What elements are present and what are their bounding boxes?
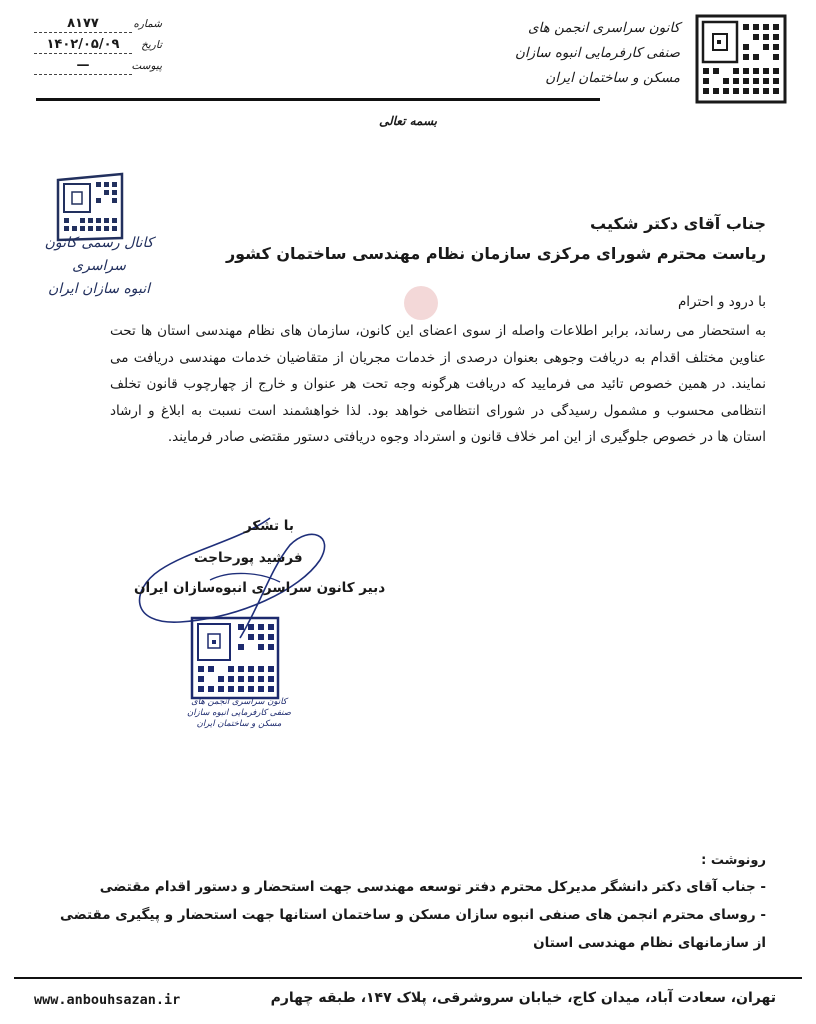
footer-address: تهران، سعادت آباد، میدان کاج، خیابان سروشرقی، پلاک ۱۴۷، طبقه چهارم	[270, 990, 776, 1006]
header-divider	[36, 98, 600, 101]
letter-number-row	[34, 14, 162, 35]
footer-divider	[14, 977, 802, 979]
letter-meta	[34, 14, 162, 77]
official-stamp-line: صنفی کارفرمایی انبوه سازان	[187, 708, 291, 718]
official-stamp-line: کانون سراسری انجمن های	[191, 697, 287, 707]
channel-caption-line: کانال رسمی کانون سراسری	[44, 235, 154, 274]
cc-item: از سازمانهای نظام مهندسی استان	[533, 935, 766, 951]
footer-website: www.anbouhsazan.ir	[34, 992, 181, 1008]
letter-attachment-row	[34, 56, 162, 77]
letter-attachment-value: —	[34, 57, 132, 75]
organization-name-line: کانون سراسری انجمن های	[527, 20, 680, 36]
addressee-title: ریاست محترم شورای مرکزی سازمان نظام مهندسی ساختمان کشور	[225, 244, 766, 263]
letter-number-label: شماره	[133, 18, 162, 30]
cc-item: - جناب آقای دکتر دانشگر مدیرکل محترم دفتر توسعه مهندسی جهت استحضار و دستور اقدام مقتضی	[99, 879, 766, 895]
letter-number-value: ۸۱۷۷	[34, 15, 132, 33]
official-stamp-logo	[190, 616, 280, 700]
official-stamp-text	[178, 697, 300, 730]
signatory-name: فرشید پورحاجت	[194, 550, 303, 566]
channel-caption-line: انبوه سازان ایران	[47, 281, 151, 297]
watermark-stamp	[404, 286, 438, 320]
letter-attachment-label: پیوست	[131, 60, 162, 72]
letter-date-value: ۱۴۰۲/۰۵/۰۹	[34, 36, 132, 54]
signatory-title: دبیر کانون سراسری انبوه‌سازان ایران	[134, 580, 386, 596]
organization-name	[480, 16, 680, 91]
letter-date-row	[34, 35, 162, 56]
cc-item: - روسای محترم انجمن های صنفی انبوه سازان مسکن و ساختمان استانها جهت استحضار و پیگیری مقتضی	[60, 907, 766, 923]
cc-heading: رونوشت :	[701, 853, 766, 868]
greeting: با درود و احترام	[677, 294, 766, 310]
channel-caption	[36, 232, 162, 301]
bismillah-heading: بسمه تعالی	[378, 114, 438, 128]
letter-date-label: تاریخ	[141, 39, 162, 51]
letter-body: به استحضار می رساند، برابر اطلاعات واصله از سوی اعضای این کانون، سازمان های نظام مهندسی استان ها تحت عناوین مختلف اقدام به دریافت وجوهی بعنوان درصدی از خدمات مجریان از متقاضیان خدمات مهندسی دریافت می نمایند. در همین خصوص تائید می فرمایید که دریافت هرگونه وجه تحت هر عنوان و خارج از چهارچوب قانون تخلف انتظامی محسوب و مشمول رسیدگی در شورای انتظامی خواهد بود. لذا خواهشمند است نسبت به ابلاغ و ارشاد استان ها در خصوص جلوگیری از این امر خلاف قانون و استرداد وجوه دریافتی دستور مقتضی صادر فرمایند.	[110, 323, 766, 446]
addressee-name: جناب آقای دکتر شکیب	[590, 214, 766, 233]
official-stamp-line: مسکن و ساختمان ایران	[196, 719, 282, 729]
organization-name-line: مسکن و ساختمان ایران	[545, 70, 680, 86]
organization-logo	[695, 14, 787, 104]
signature-closing: با تشکر	[244, 518, 294, 534]
organization-name-line: صنفی کارفرمایی انبوه سازان	[514, 45, 680, 61]
